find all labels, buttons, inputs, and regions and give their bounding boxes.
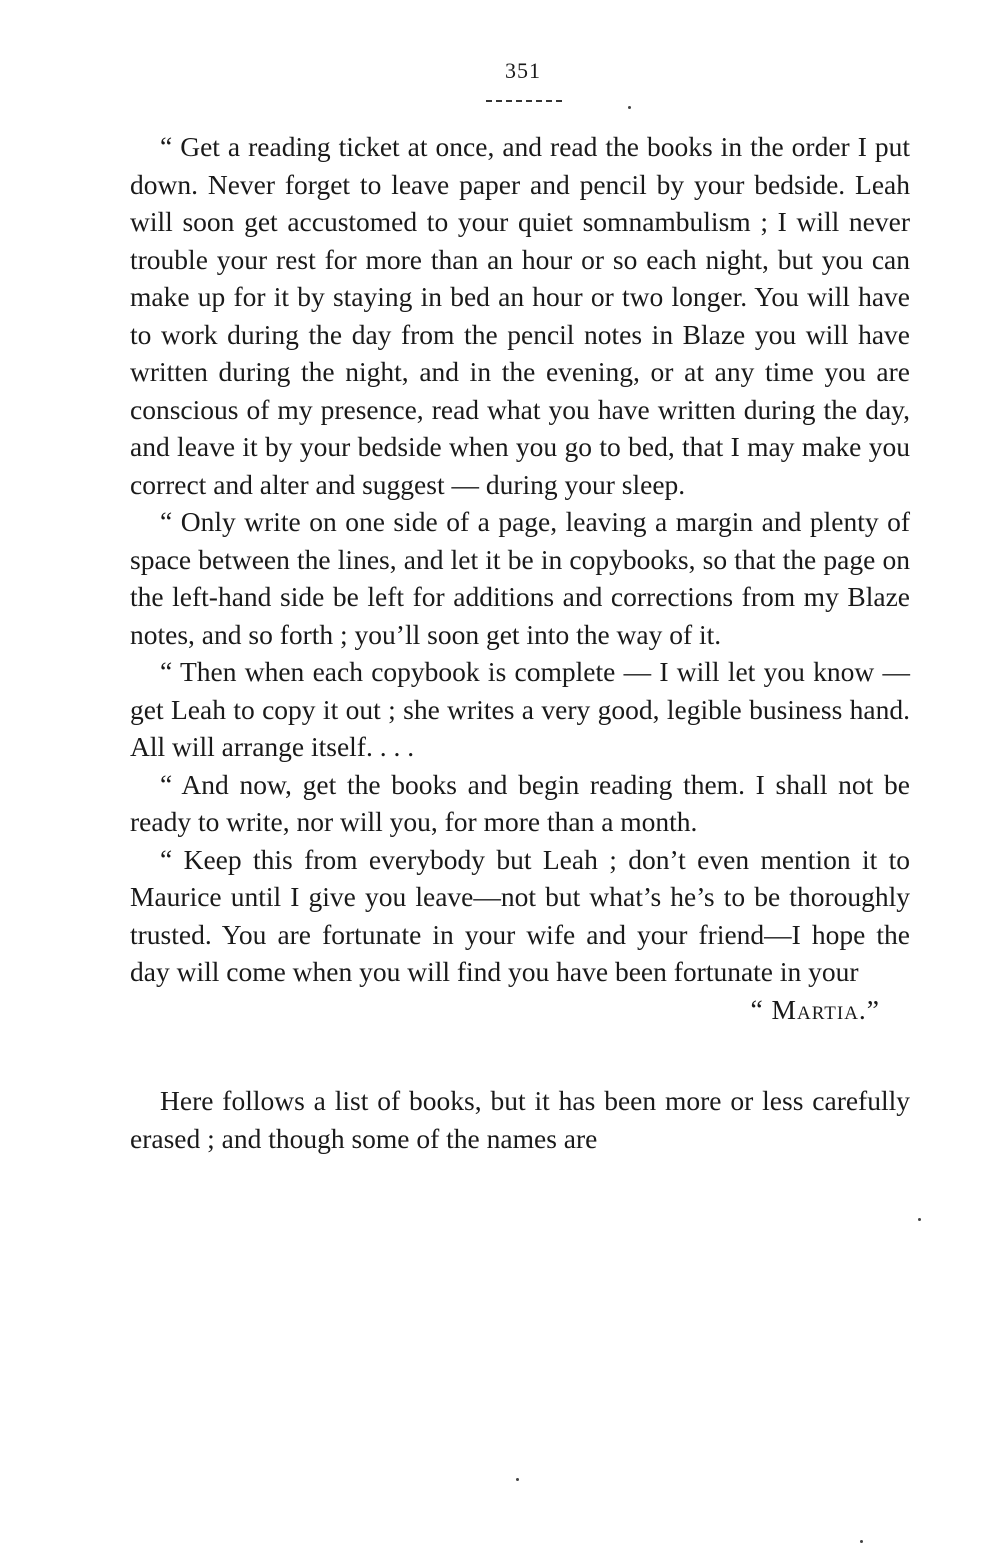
letter-paragraph-3: “ Then when each copybook is complete — I will let you know — get Leah to copy it out ; she writes a very good, legible business hand. All will arrange itself. . . . (130, 656, 910, 762)
page-number: 351 (505, 58, 541, 83)
body-text (130, 128, 910, 1157)
letter-paragraph-5: “ Keep this from everybody but Leah ; don’t even mention it to Maurice until I give you leave—not but what’s he’s to be thoroughly trusted. You are fortunate in your wife and your friend—I hope the day will come when you will find you have been fortunate in your (130, 843, 910, 987)
scan-speck (918, 1218, 921, 1221)
letter-paragraph-1: “ Get a reading ticket at once, and read the books in the order I put down. Never forget to leave paper and pencil by your bedside. Leah will soon get accustomed to your quiet somnambulism ; I will never trouble your rest for more than an hour or so each night, but you can make up for it by staying in bed an hour or two longer. You will have to work during the day from the pencil notes in Blaze you will have written during the night, and in the evening, or at any time you are conscious of my presence, read what you have written during the day, and leave it by your bedside when you go to bed, that I may make you correct and alter and suggest — during your sleep. (130, 131, 910, 500)
scan-speck (516, 1478, 519, 1481)
header-rule (486, 100, 562, 102)
letter-paragraph-4: “ And now, get the books and begin reading them. I shall not be ready to write, nor will you, for more than a month. (130, 768, 910, 837)
letter-signature (130, 991, 910, 1029)
scan-speck (860, 1540, 863, 1543)
scan-speck (628, 106, 631, 109)
signature-text: “ Martia.” (750, 993, 880, 1025)
closing-paragraph: Here follows a list of books, but it has been more or less carefully erased ; and though some of the names are (130, 1085, 910, 1154)
letter-paragraph-2: “ Only write on one side of a page, leaving a margin and plenty of space between the lines, and let it be in copybooks, so that the page on the left-hand side be left for additions and corrections from my Blaze notes, and so forth ; you’ll soon get into the way of it. (130, 506, 910, 650)
